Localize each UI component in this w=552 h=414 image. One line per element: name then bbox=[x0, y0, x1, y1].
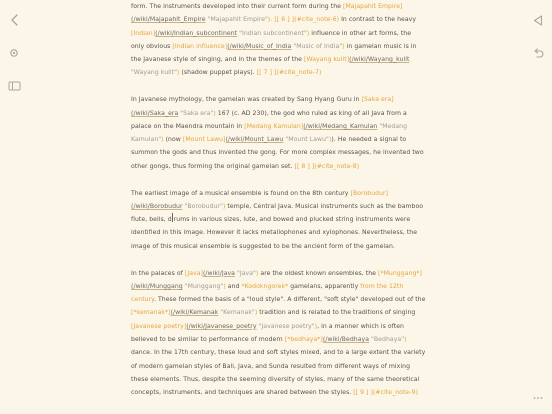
markdown-link-title: "Kemanak" bbox=[218, 309, 255, 317]
settings-gear-icon[interactable] bbox=[7, 46, 21, 60]
markdown-link-text[interactable]: [*Munggang*] bbox=[378, 269, 422, 277]
body-text: , in a manner which is often believed to be similar to performance of modern bbox=[131, 322, 404, 344]
markdown-link-text[interactable]: ) bbox=[306, 29, 310, 37]
body-text: ). He needed a signal to summon the gods and thus invented the gong. For more complex messages, he invented two other gongs, thus forming the original gamelan set. bbox=[131, 136, 424, 170]
body-text: In contrast to the heavy bbox=[339, 16, 417, 24]
body-text: influence in other art forms, the only obvious bbox=[131, 29, 412, 50]
markdown-link-text[interactable]: [Majapahit Empire] bbox=[343, 3, 403, 10]
markdown-link-url[interactable]: (/wiki/Munggang bbox=[131, 282, 183, 290]
markdown-link-text[interactable]: ) bbox=[222, 202, 226, 210]
markdown-link-text[interactable]: [Mount Lawu] bbox=[182, 136, 226, 144]
markdown-link-text[interactable]: ) bbox=[342, 42, 345, 50]
markdown-link-text[interactable]: [Borobudur] bbox=[350, 189, 389, 197]
markdown-link-text[interactable]: [Indian] bbox=[131, 29, 156, 37]
markdown-link-title: "Mount Lawu" bbox=[283, 136, 329, 144]
markdown-link-text[interactable]: from the 12th century bbox=[131, 282, 404, 304]
markdown-link-text[interactable]: . [[ 6 ] ](#cite_note-6) bbox=[270, 16, 340, 24]
markdown-link-text[interactable]: ) bbox=[213, 109, 216, 117]
markdown-link-title: "Javanese poetry" bbox=[256, 322, 315, 330]
markdown-link-text[interactable]: [Javanese poetry] bbox=[131, 322, 187, 330]
sidebar-toggle-icon[interactable] bbox=[6, 79, 22, 93]
markdown-link-text[interactable]: [Java] bbox=[184, 269, 203, 277]
markdown-link-title: "Music of India" bbox=[291, 42, 343, 50]
markdown-link-text[interactable]: [Medang Kamulan] bbox=[244, 122, 304, 130]
markdown-link-title: "Wayang kulit" bbox=[131, 69, 178, 77]
markdown-link-text[interactable]: [Indian influence] bbox=[172, 42, 228, 50]
body-text: In the palaces of bbox=[131, 269, 185, 277]
markdown-link-text[interactable]: [[ 8 ] ](#cite_note-8) bbox=[294, 162, 360, 170]
markdown-link-title: "Medang Kamulan" bbox=[131, 122, 408, 144]
body-text: are the oldest known ensembles, the bbox=[258, 269, 378, 277]
paragraph-mythology bbox=[131, 93, 426, 173]
markdown-link-title: "Indian subcontinent" bbox=[237, 29, 307, 37]
markdown-editor[interactable] bbox=[131, 0, 426, 400]
markdown-link-url[interactable]: (/wiki/Mount_Lawu bbox=[225, 136, 284, 144]
markdown-link-title: "Majapahit Empire" bbox=[205, 16, 268, 24]
paragraph-instruments bbox=[131, 0, 426, 80]
paragraph-palaces bbox=[131, 267, 426, 400]
markdown-link-url[interactable]: (/wiki/Music_of_India bbox=[227, 42, 292, 50]
body-text: dance. In the 17th century, these loud and soft styles mixed, and to a large extent the variety of modern gamelan styles of Bali, Java, and Sunda resulted from different ways of mixing these elements. Thus, despite the seeming diversity of styles, many of the same theoretical concepts, instruments, and techniques are shared between the styles. bbox=[131, 349, 426, 397]
back-chevron-icon[interactable] bbox=[8, 13, 22, 27]
body-text: rums in various sizes, lute, and bowed and plucked string instruments were identified in this image. However it lacks metallophones and xylophones. Nevertheless, the image of this musical ensemble is suggested to be the ancient form of the gamelan. bbox=[131, 216, 418, 250]
body-text: gamelans, apparently bbox=[288, 282, 361, 290]
body-text: and bbox=[225, 282, 242, 290]
body-text: (shadow puppet plays). bbox=[179, 69, 257, 77]
markdown-link-title: "Saka era" bbox=[178, 109, 214, 117]
body-text: The earliest image of a musical ensemble is found on the 8th century bbox=[131, 189, 351, 197]
markdown-link-url[interactable]: (/wiki/Medang_Kamulan bbox=[303, 122, 378, 130]
markdown-link-url[interactable]: (/wiki/Indian_subcontinent bbox=[155, 29, 238, 37]
markdown-link-url[interactable]: (/wiki/Kemanak bbox=[170, 309, 219, 317]
markdown-link-text[interactable]: [[ 7 ] ](#cite_note-7) bbox=[256, 69, 322, 77]
paragraph-earliest-image bbox=[131, 187, 426, 253]
body-text: temple, Central Java. Musical instruments such as the bamboo flute, bells, d bbox=[131, 202, 424, 224]
undo-icon[interactable] bbox=[531, 46, 545, 60]
markdown-link-text[interactable]: ) bbox=[161, 136, 164, 144]
markdown-link-text[interactable]: ) bbox=[177, 69, 180, 77]
body-text: In Javanese mythology, the gamelan was created by Sang Hyang Guru in bbox=[131, 96, 362, 104]
markdown-link-text[interactable]: ) bbox=[255, 269, 259, 277]
markdown-link-text[interactable]: *Kodokngorek* bbox=[241, 282, 289, 290]
markdown-link-text[interactable]: [*bedhaya*] bbox=[284, 336, 323, 344]
preview-triangle-icon[interactable] bbox=[531, 13, 545, 27]
markdown-link-text[interactable]: [[ 9 ] ](#cite_note-9) bbox=[353, 389, 418, 397]
markdown-link-url[interactable]: (/wiki/Saka_era bbox=[131, 109, 179, 117]
markdown-link-text[interactable]: ) bbox=[314, 322, 318, 330]
markdown-link-text[interactable]: ) bbox=[328, 136, 332, 144]
body-text: tradition and is related to the traditions of singing bbox=[257, 309, 416, 317]
more-ellipsis-icon[interactable] bbox=[531, 393, 545, 403]
markdown-link-text[interactable]: [Saka era] bbox=[361, 96, 394, 104]
markdown-link-url[interactable]: (/wiki/Majapahit_Empire bbox=[131, 16, 206, 24]
markdown-link-title: "Munggang" bbox=[182, 282, 224, 290]
markdown-link-text[interactable]: [Wayang kulit] bbox=[304, 56, 350, 64]
markdown-link-text[interactable]: [*kemanak*] bbox=[131, 309, 171, 317]
markdown-link-title: "Bedhaya" bbox=[369, 336, 405, 344]
markdown-link-text[interactable]: ) bbox=[254, 309, 258, 317]
markdown-link-url[interactable]: (/wiki/Borobudur bbox=[131, 202, 183, 210]
markdown-link-title: "Borobudur" bbox=[182, 202, 223, 210]
body-text: (now bbox=[163, 136, 183, 144]
markdown-link-text[interactable]: ) bbox=[267, 16, 271, 24]
body-text: in gamelan music is in the Javanese style of singing, and in the themes of the bbox=[131, 42, 417, 64]
body-text: 167 (c. AD 230), the god who ruled as king of all Java from a palace on the Maendra mountain in bbox=[131, 109, 407, 130]
markdown-link-url[interactable]: (/wiki/Java bbox=[202, 269, 235, 277]
markdown-link-url[interactable]: (/wiki/Bedhaya bbox=[322, 336, 370, 344]
markdown-link-title: "Java" bbox=[235, 269, 256, 277]
body-text: form. The instruments developed into their current form during the bbox=[131, 3, 343, 10]
markdown-link-text[interactable]: ) bbox=[223, 282, 226, 290]
markdown-link-text[interactable]: ) bbox=[404, 336, 407, 344]
body-text: . These formed the basis of a "loud style". A different, "soft style" developed out of the bbox=[153, 296, 426, 304]
markdown-link-url[interactable]: (/wiki/Wayang_kulit bbox=[349, 56, 410, 64]
markdown-link-url[interactable]: (/wiki/Javanese_poetry bbox=[186, 322, 257, 330]
